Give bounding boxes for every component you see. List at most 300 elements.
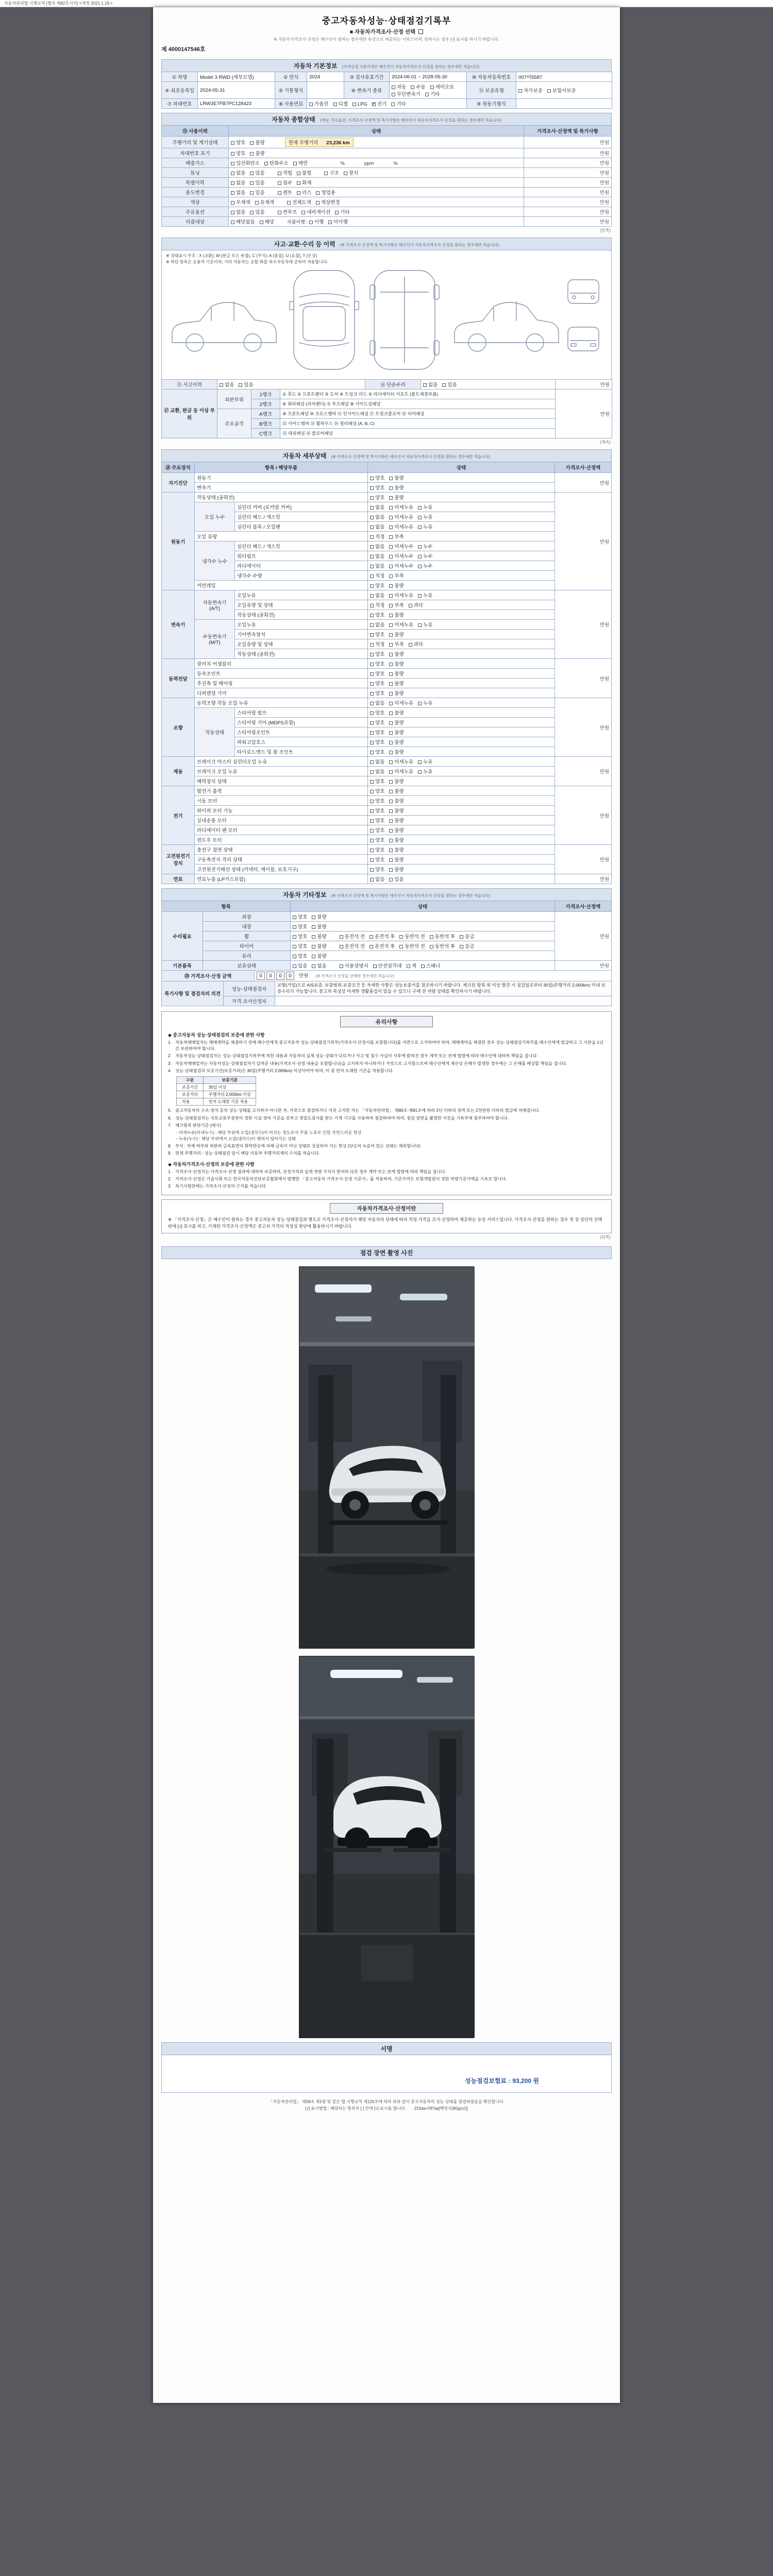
option-checkbox[interactable] — [250, 181, 254, 185]
price-amount-cell: 만원 — [524, 148, 612, 158]
option-checkbox[interactable] — [389, 790, 393, 793]
option-checkbox[interactable] — [370, 555, 374, 558]
option-checkbox[interactable] — [370, 565, 374, 568]
option-checkbox[interactable] — [287, 201, 291, 205]
option-checkbox[interactable] — [370, 800, 374, 803]
option-checkbox[interactable] — [370, 692, 374, 696]
price-amount-cell: 만원 — [555, 698, 612, 757]
option-checkbox[interactable] — [389, 574, 393, 578]
option-checkbox[interactable] — [370, 770, 374, 774]
option-checkbox[interactable] — [250, 191, 254, 195]
option-label: 응급 — [465, 934, 475, 940]
option-checkbox[interactable] — [316, 201, 320, 205]
option-checkbox[interactable] — [389, 653, 393, 656]
option-checkbox[interactable] — [293, 945, 296, 948]
photo-1-illustration — [299, 1267, 475, 1648]
option-checkbox[interactable] — [370, 506, 374, 510]
checkbox-option — [370, 562, 384, 569]
option-checkbox[interactable] — [389, 780, 393, 784]
exchange-rank-items: ⑥ 쿼터패널 (리어펜더) ⑦ 루프패널 ⑧ 사이드실패널 — [280, 399, 556, 409]
option-checkbox[interactable] — [389, 829, 393, 833]
option-checkbox[interactable] — [370, 878, 374, 882]
option-group — [231, 169, 270, 176]
option-checkbox[interactable] — [293, 162, 297, 165]
valuation-amount-note: (※ 가격조사·산정을 선택한 경우에만 적습니다) — [315, 974, 394, 978]
notice-item-text: 자동차매매업자는 자동차성능·상태점검자가 알려준 내용(가격조사·산정 내용을 포함합니다)을 고지하지 아니하거나 거짓으로 고지함으로써 매수인에게 재산상 손해가 발생한 경우에는 그 손해를 배상할 책임을 집니다. — [175, 1061, 567, 1066]
option-checkbox[interactable] — [389, 741, 393, 744]
option-checkbox[interactable] — [293, 964, 296, 968]
notice-table-cell: 30일 이상 — [203, 1084, 256, 1091]
option-checkbox[interactable] — [301, 211, 305, 214]
option-checkbox[interactable] — [370, 643, 374, 647]
price-amount-cell: 만원 — [524, 197, 612, 207]
option-checkbox[interactable] — [391, 103, 395, 106]
price-digit-box[interactable]: 0 — [286, 972, 294, 980]
option-checkbox[interactable] — [418, 516, 422, 519]
option-checkbox[interactable] — [297, 181, 300, 185]
option-checkbox[interactable] — [418, 545, 422, 549]
option-checkbox[interactable] — [460, 935, 463, 939]
option-checkbox[interactable] — [389, 496, 393, 500]
option-checkbox[interactable] — [392, 86, 395, 89]
checkbox-option — [297, 169, 311, 176]
option-checkbox[interactable] — [309, 221, 313, 224]
option-checkbox[interactable] — [370, 574, 374, 578]
option-checkbox[interactable] — [231, 211, 234, 214]
option-checkbox[interactable] — [370, 780, 374, 784]
detail-group-label: 전기 — [162, 786, 195, 845]
checkbox-option — [370, 660, 384, 667]
checkbox-option — [425, 90, 440, 97]
option-checkbox[interactable] — [370, 623, 374, 627]
overall-item-state — [229, 217, 524, 227]
option-checkbox[interactable] — [389, 878, 393, 882]
option-checkbox[interactable] — [340, 935, 343, 939]
checkbox-option — [370, 533, 384, 540]
option-checkbox[interactable] — [389, 526, 393, 529]
option-checkbox[interactable] — [250, 152, 254, 156]
option-checkbox[interactable] — [389, 555, 393, 558]
option-checkbox[interactable] — [370, 672, 374, 676]
checkbox-option — [278, 208, 297, 215]
option-checkbox[interactable] — [370, 790, 374, 793]
option-checkbox[interactable] — [231, 172, 234, 175]
title-block — [161, 11, 612, 55]
exchange-rank-label: 2랭크 — [251, 399, 280, 409]
option-group — [278, 208, 355, 215]
transmission-label: ⑥ 변속기 종류 — [344, 82, 390, 99]
option-checkbox[interactable] — [278, 211, 281, 214]
option-checkbox[interactable] — [250, 141, 254, 145]
notice-item-text: 성능·상태점검자는 국토교통부장관이 정한 시설·장비 기준을 갖추고 정밀도검사를 받은 기계·기구를 사용하여 점검하여야 하며, 점검 장면을 촬영한 사진을 기록부에 첨부하여야 합니다. — [175, 1115, 509, 1121]
checkbox-option — [389, 552, 413, 560]
option-checkbox[interactable] — [418, 760, 422, 764]
option-checkbox[interactable] — [518, 89, 522, 93]
etc-item-label: 타이어 — [203, 941, 291, 951]
option-checkbox[interactable] — [389, 477, 393, 480]
overall-row — [162, 137, 612, 148]
option-checkbox[interactable] — [370, 702, 374, 705]
price-amount-cell: 만원 — [555, 874, 612, 884]
option-checkbox[interactable] — [389, 868, 393, 872]
option-checkbox[interactable] — [418, 526, 422, 529]
notice-item-number: 6. — [168, 1115, 172, 1121]
option-checkbox[interactable] — [389, 682, 393, 686]
overall-item-label: 색상 — [162, 197, 229, 207]
option-checkbox[interactable] — [389, 672, 393, 676]
option-checkbox[interactable] — [231, 191, 234, 195]
checkbox-option — [231, 198, 250, 206]
option-checkbox[interactable] — [250, 172, 254, 175]
option-label: 누유 — [423, 622, 433, 628]
option-checkbox[interactable] — [389, 486, 393, 490]
signature-area — [161, 2055, 612, 2093]
notice-item-text: 성능·상태점검의 보증기간(보증거리)은 30일(주행거리 2,000km) 이상이어야 하며, 이 중 먼저 도래한 기준을 적용합니다. — [175, 1068, 394, 1073]
option-checkbox[interactable] — [231, 141, 234, 145]
option-label: 불량 — [394, 789, 404, 794]
option-checkbox[interactable] — [418, 770, 422, 774]
opinion-row-inspector — [162, 981, 612, 996]
option-label: 색상변경 — [321, 200, 340, 206]
option-checkbox[interactable] — [389, 535, 393, 539]
option-checkbox[interactable] — [389, 604, 393, 607]
option-checkbox[interactable] — [418, 555, 422, 558]
option-checkbox[interactable] — [389, 545, 393, 549]
price-amount-cell: 만원 — [556, 389, 612, 438]
option-checkbox[interactable] — [389, 751, 393, 754]
option-label: 불량 — [394, 671, 404, 677]
price-digit-box[interactable]: 0 — [257, 972, 265, 980]
detail-row — [162, 493, 612, 502]
option-label: 양호 — [375, 495, 385, 501]
checkbox-option — [389, 689, 404, 697]
option-checkbox[interactable] — [373, 964, 377, 968]
option-checkbox[interactable] — [389, 643, 393, 647]
option-group — [287, 218, 352, 225]
option-label: 미세누수 — [394, 544, 414, 550]
detail-col-price: 가격조사·산정액 — [555, 462, 612, 473]
option-checkbox[interactable] — [370, 486, 374, 490]
option-label: 과다 — [413, 603, 424, 608]
option-checkbox[interactable] — [293, 955, 296, 958]
basic-info-table — [161, 72, 612, 109]
checkbox-option — [430, 933, 455, 940]
option-checkbox[interactable] — [352, 103, 356, 106]
option-checkbox[interactable] — [389, 594, 393, 598]
option-checkbox[interactable] — [389, 731, 393, 735]
page-marker-cont: (계속) — [600, 440, 611, 445]
overall-row — [162, 178, 612, 188]
option-checkbox[interactable] — [335, 211, 339, 214]
option-checkbox[interactable] — [389, 849, 393, 852]
option-checkbox[interactable] — [370, 516, 374, 519]
price-digit-box[interactable]: 0 — [266, 972, 275, 980]
option-checkbox[interactable] — [370, 535, 374, 539]
option-checkbox[interactable] — [399, 935, 403, 939]
option-checkbox[interactable] — [370, 594, 374, 598]
option-label: 없음 — [375, 877, 385, 883]
exchange-rank-label: B랭크 — [251, 419, 280, 429]
option-checkbox[interactable] — [312, 916, 315, 919]
option-label: 있음 — [244, 382, 254, 388]
checkbox-option — [389, 640, 404, 648]
option-checkbox[interactable] — [309, 103, 313, 106]
option-checkbox[interactable] — [264, 162, 268, 165]
option-checkbox[interactable] — [389, 506, 393, 510]
option-label: 보험사보증 — [552, 88, 576, 94]
option-checkbox[interactable] — [370, 496, 374, 500]
option-checkbox[interactable] — [239, 383, 242, 387]
option-checkbox[interactable] — [389, 858, 393, 862]
checkbox-option — [389, 631, 404, 638]
option-checkbox[interactable] — [370, 849, 374, 852]
option-label: 부족 — [394, 534, 404, 540]
option-checkbox[interactable] — [370, 731, 374, 735]
option-checkbox[interactable] — [344, 172, 347, 175]
option-checkbox[interactable] — [418, 594, 422, 598]
option-checkbox[interactable] — [370, 584, 374, 588]
option-checkbox[interactable] — [430, 935, 433, 939]
option-checkbox[interactable] — [312, 955, 315, 958]
option-checkbox[interactable] — [293, 935, 296, 939]
checkbox-option — [312, 962, 326, 969]
notice-item — [168, 1068, 605, 1074]
option-checkbox[interactable] — [340, 945, 343, 948]
checkbox-option — [340, 942, 365, 950]
option-checkbox[interactable] — [399, 945, 403, 948]
option-label: 양호 — [375, 750, 385, 755]
option-label: 있음 — [255, 171, 265, 176]
checkbox-option — [411, 83, 425, 90]
checkbox-option — [370, 826, 384, 834]
option-checkbox[interactable] — [370, 477, 374, 480]
option-checkbox[interactable] — [312, 964, 315, 968]
option-checkbox[interactable] — [421, 964, 425, 968]
option-checkbox[interactable] — [324, 172, 328, 175]
option-checkbox[interactable] — [389, 702, 393, 705]
option-label: 영업용 — [321, 190, 335, 196]
option-checkbox[interactable] — [460, 945, 463, 948]
option-checkbox[interactable] — [278, 191, 281, 195]
option-checkbox[interactable] — [231, 162, 234, 165]
option-checkbox[interactable] — [389, 760, 393, 764]
option-checkbox[interactable] — [547, 89, 551, 93]
option-checkbox[interactable] — [370, 545, 374, 549]
option-checkbox[interactable] — [418, 623, 422, 627]
option-checkbox[interactable] — [389, 809, 393, 813]
option-checkbox[interactable] — [316, 191, 320, 195]
option-checkbox[interactable] — [370, 858, 374, 862]
option-checkbox[interactable] — [370, 839, 374, 842]
checkbox-option — [389, 513, 413, 520]
detail-subgroup-label: 작동상태 — [195, 708, 235, 757]
detail-row — [162, 786, 612, 796]
option-checkbox[interactable] — [423, 383, 427, 387]
checkbox-option — [370, 513, 384, 520]
option-checkbox[interactable] — [231, 181, 234, 185]
etc-info-header — [161, 888, 612, 901]
car-damage-diagrams — [166, 265, 602, 375]
option-checkbox[interactable] — [260, 221, 263, 224]
option-checkbox[interactable] — [370, 711, 374, 715]
notice-item-number: 1. — [168, 1040, 172, 1045]
detail-item-state — [368, 737, 555, 747]
price-digit-box[interactable]: 0 — [276, 972, 284, 980]
option-checkbox[interactable] — [411, 86, 414, 89]
option-label: 해당없음 — [236, 219, 255, 225]
option-checkbox[interactable] — [370, 663, 374, 666]
option-label: 동반석 후 — [434, 944, 456, 950]
option-checkbox[interactable] — [369, 945, 373, 948]
option-checkbox[interactable] — [418, 702, 422, 705]
option-checkbox[interactable] — [231, 221, 234, 224]
option-checkbox[interactable] — [407, 964, 410, 968]
option-label: 불량 — [394, 632, 404, 638]
option-checkbox[interactable] — [430, 86, 434, 89]
detail-row — [162, 581, 612, 590]
option-checkbox[interactable] — [418, 506, 422, 510]
option-checkbox[interactable] — [220, 383, 223, 387]
option-checkbox[interactable] — [370, 819, 374, 823]
option-checkbox[interactable] — [370, 526, 374, 529]
option-checkbox[interactable] — [370, 682, 374, 686]
option-checkbox[interactable] — [389, 623, 393, 627]
notice-item-text: 현재 주행거리 : 성능·상태점검 당시 해당 자동차 주행거리계의 수치를 적습니다. — [175, 1151, 320, 1156]
option-checkbox[interactable] — [231, 201, 234, 205]
option-checkbox[interactable] — [430, 945, 433, 948]
checkbox-option — [333, 100, 348, 107]
valuation-select-checkbox[interactable] — [418, 29, 423, 34]
option-checkbox[interactable] — [333, 103, 337, 106]
inspection-insurance-fee — [465, 2076, 539, 2085]
detail-item-state — [368, 502, 555, 512]
option-checkbox[interactable] — [370, 633, 374, 637]
valuation-amount-label: ⑳ 가격조사·산정 금액 — [162, 971, 255, 981]
option-checkbox[interactable] — [409, 604, 412, 607]
option-group — [231, 179, 270, 186]
option-checkbox[interactable] — [297, 172, 300, 175]
option-checkbox[interactable] — [250, 211, 254, 214]
option-checkbox[interactable] — [328, 221, 332, 224]
option-checkbox[interactable] — [389, 800, 393, 803]
option-checkbox[interactable] — [389, 711, 393, 715]
option-group — [231, 159, 312, 166]
option-checkbox[interactable] — [370, 760, 374, 764]
option-checkbox[interactable] — [389, 721, 393, 725]
checkbox-option — [389, 533, 404, 540]
option-checkbox[interactable] — [370, 868, 374, 872]
notice-table-row — [177, 1084, 256, 1091]
option-checkbox[interactable] — [312, 945, 315, 948]
option-checkbox[interactable] — [389, 663, 393, 666]
option-checkbox[interactable] — [389, 614, 393, 617]
overall-item-state — [229, 178, 524, 188]
plate-number-value: 007머5587 — [516, 72, 612, 82]
exchange-rank-items: ⑫ 사이드멤버 ⑬ 휠하우스 ⑭ 필러패널 (A, B, C) — [280, 419, 556, 429]
option-checkbox[interactable] — [370, 721, 374, 725]
etc-col-state: 상태 — [291, 901, 555, 912]
price-amount-cell: 만원 — [555, 493, 612, 590]
detail-status-header — [161, 449, 612, 462]
option-checkbox[interactable] — [370, 653, 374, 656]
option-label: 양호 — [375, 720, 385, 726]
option-checkbox[interactable] — [370, 604, 374, 607]
checkbox-option — [392, 83, 406, 90]
option-label: 스패너 — [426, 963, 441, 969]
option-checkbox[interactable] — [372, 103, 376, 106]
detail-item-state — [368, 669, 555, 679]
option-checkbox[interactable] — [409, 643, 412, 647]
checkbox-option — [409, 640, 423, 648]
option-checkbox[interactable] — [231, 152, 234, 156]
checkbox-option — [389, 768, 413, 775]
option-checkbox[interactable] — [389, 839, 393, 842]
option-checkbox[interactable] — [389, 565, 393, 568]
overall-item-label: 주요옵션 — [162, 207, 229, 217]
detail-item-state — [368, 659, 555, 669]
option-checkbox[interactable] — [293, 916, 296, 919]
option-checkbox[interactable] — [370, 829, 374, 833]
option-checkbox[interactable] — [389, 770, 393, 774]
checkbox-option — [250, 139, 264, 146]
option-checkbox[interactable] — [418, 565, 422, 568]
option-label: 운전석 후 — [375, 944, 395, 950]
detail-item-label: 브레이크 오일 누유 — [195, 767, 368, 776]
option-checkbox[interactable] — [392, 93, 395, 96]
option-checkbox[interactable] — [293, 925, 296, 929]
option-checkbox[interactable] — [370, 614, 374, 617]
notice-item — [168, 1143, 605, 1149]
option-checkbox[interactable] — [442, 383, 446, 387]
option-checkbox[interactable] — [255, 201, 259, 205]
detail-item-state — [368, 757, 555, 767]
checkbox-option — [418, 591, 432, 599]
notice-item — [168, 1040, 605, 1053]
checkbox-option — [231, 159, 260, 166]
option-checkbox[interactable] — [312, 925, 315, 929]
option-checkbox[interactable] — [312, 935, 315, 939]
valuation-select-label: ■ 자동차가격조사·산정 선택 — [349, 29, 416, 35]
exchange-rank-label: A랭크 — [251, 409, 280, 419]
option-checkbox[interactable] — [370, 809, 374, 813]
option-checkbox[interactable] — [369, 935, 373, 939]
notice-item-number: 5. — [168, 1108, 172, 1113]
option-checkbox[interactable] — [389, 516, 393, 519]
option-label: 없음 — [375, 701, 385, 706]
option-checkbox[interactable] — [370, 741, 374, 744]
etc-info-title: 자동차 기타정보 — [282, 891, 327, 899]
overall-status-table — [161, 125, 612, 227]
option-checkbox[interactable] — [389, 692, 393, 696]
option-checkbox[interactable] — [297, 191, 300, 195]
option-label: 양호 — [375, 710, 385, 716]
option-checkbox[interactable] — [389, 819, 393, 823]
option-checkbox[interactable] — [278, 181, 281, 185]
option-checkbox[interactable] — [340, 964, 343, 968]
option-group — [293, 952, 331, 959]
option-group — [231, 149, 270, 157]
option-checkbox[interactable] — [278, 172, 281, 175]
option-checkbox[interactable] — [370, 751, 374, 754]
option-checkbox[interactable] — [389, 584, 393, 588]
detail-item-state — [368, 541, 555, 551]
checkbox-option — [370, 846, 384, 853]
option-checkbox[interactable] — [425, 93, 429, 96]
detail-item-state — [368, 786, 555, 796]
option-label: 운전석 전 — [344, 934, 365, 940]
option-checkbox[interactable] — [389, 633, 393, 637]
detail-item-label: 연료누출 (LP가스포함) — [195, 874, 368, 884]
